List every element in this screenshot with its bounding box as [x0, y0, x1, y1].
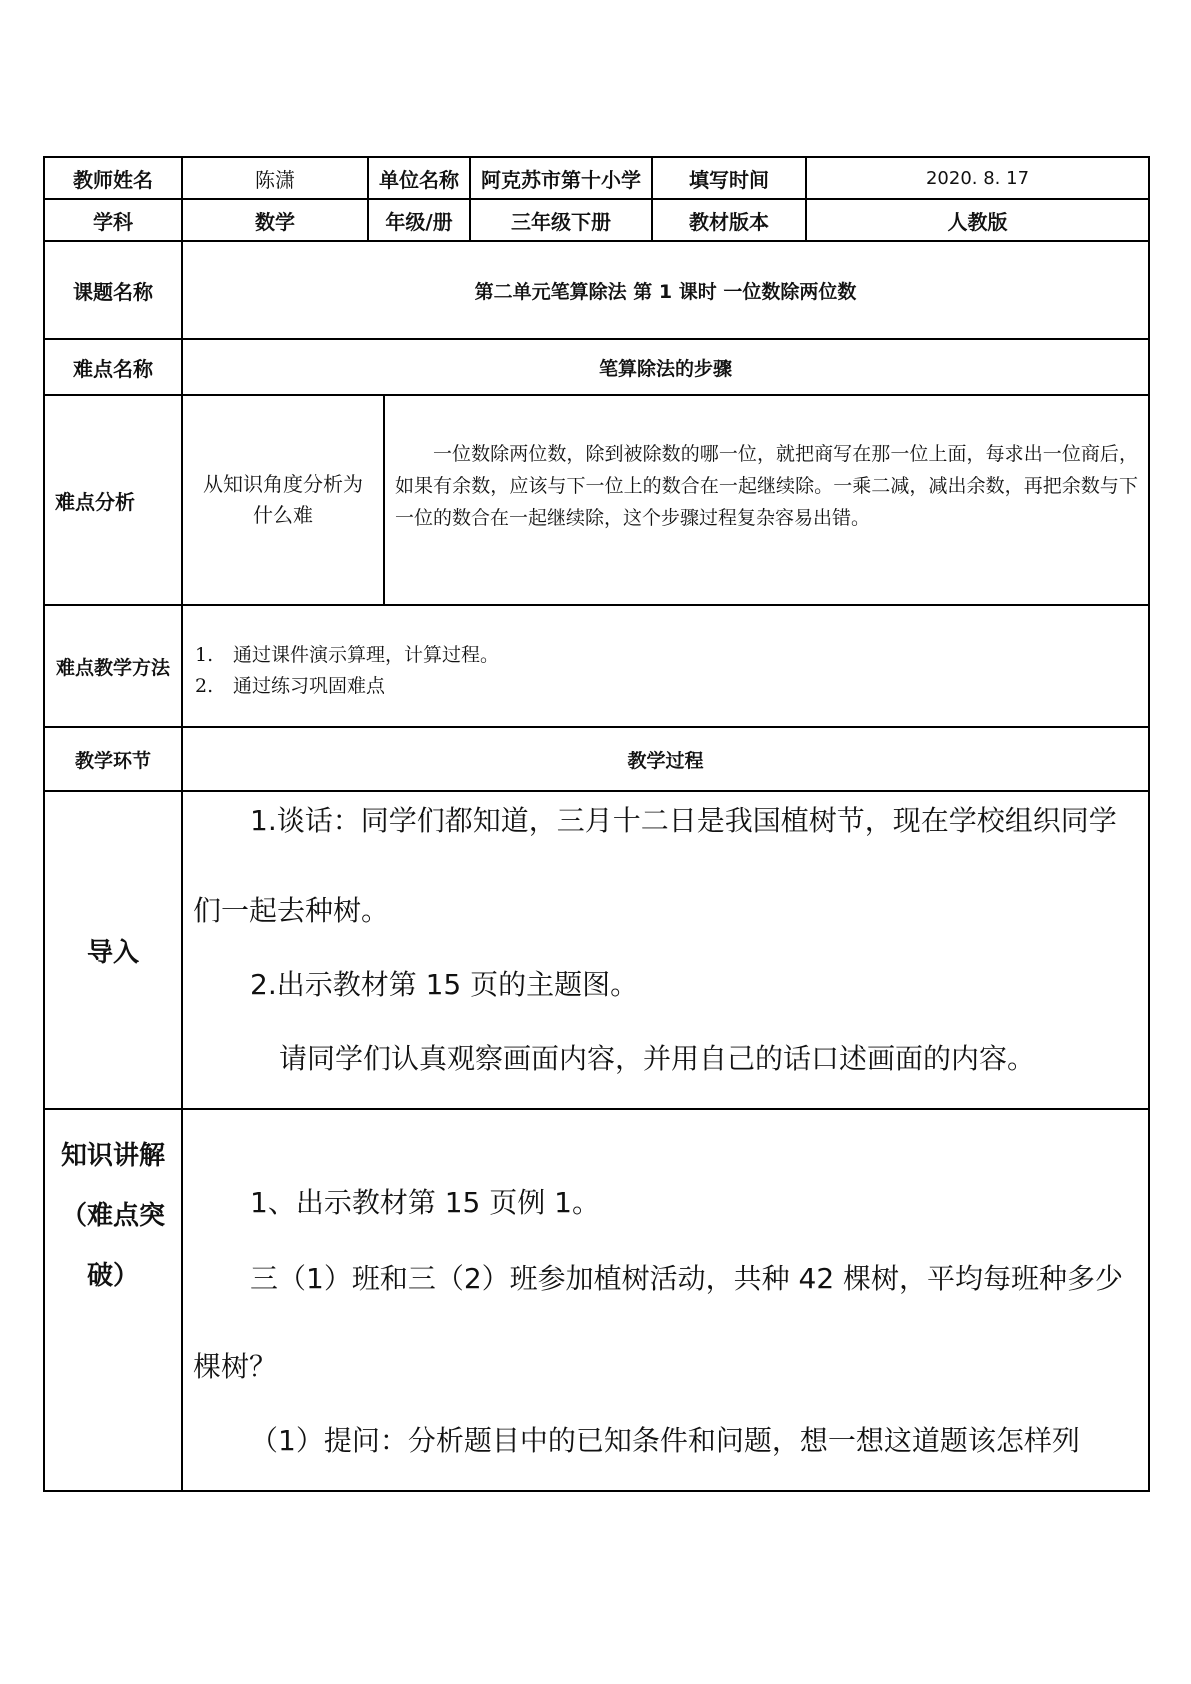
- lesson-plan-sheet: [43, 156, 1148, 1492]
- intro-content: [182, 791, 1149, 1109]
- intro-row: [44, 791, 1149, 1109]
- method-content: [182, 605, 1149, 727]
- topic-row: [44, 241, 1149, 339]
- analysis-content-cell: [182, 395, 1149, 605]
- method-item-1: [195, 640, 1138, 671]
- method-item-2-num: 2.: [195, 675, 214, 697]
- topic-value: 第二单元笔算除法 第 1 课时 一位数除两位数: [182, 241, 1149, 339]
- edition-value: 人教版: [806, 199, 1149, 241]
- subject-value: 数学: [182, 199, 368, 241]
- grade-value: 三年级下册: [470, 199, 652, 241]
- fill-date-value: 2020. 8. 17: [806, 157, 1149, 199]
- edition-label: 教材版本: [652, 199, 806, 241]
- knowledge-content: [182, 1109, 1149, 1491]
- method-list: [183, 606, 1148, 710]
- grade-label: 年级/册: [368, 199, 470, 241]
- lesson-plan-table: [43, 156, 1150, 1492]
- method-label: 难点教学方法: [44, 605, 182, 727]
- knowledge-p3: （1）提问：分析题目中的已知条件和问题，想一想这道题该怎样列: [250, 1424, 1080, 1457]
- process-label: 教学过程: [182, 727, 1149, 791]
- method-item-1-num: 1.: [195, 644, 214, 666]
- difficulty-label: 难点名称: [44, 339, 182, 395]
- method-item-2: [195, 671, 1138, 702]
- teacher-name-value: 陈潇: [182, 157, 368, 199]
- process-step-label: 教学环节: [44, 727, 182, 791]
- intro-p3: 请同学们认真观察画面内容，并用自己的话口述画面的内容。: [279, 1042, 1036, 1075]
- subject-label: 学科: [44, 199, 182, 241]
- header-row-2: [44, 199, 1149, 241]
- unit-name-value: 阿克苏市第十小学: [470, 157, 652, 199]
- method-item-1-text: 通过课件演示算理，计算过程。: [233, 644, 500, 666]
- knowledge-row: [44, 1109, 1149, 1491]
- process-header-row: [44, 727, 1149, 791]
- knowledge-p2: 三（1）班和三（2）班参加植树活动，共种 42 棵树，平均每班种多少: [250, 1262, 1124, 1295]
- analysis-text: 一位数除两位数，除到被除数的哪一位，就把商写在那一位上面，每求出一位商后，如果有余数，应该与下一位上的数合在一起继续除。一乘二减，减出余数，再把余数与下一位的数合在一起继续除，这个步骤过程复杂容易出错。: [395, 443, 1138, 529]
- knowledge-label-line-2: （难点突: [60, 1201, 165, 1231]
- knowledge-label: [44, 1109, 182, 1491]
- intro-p2: 2.出示教材第 15 页的主题图。: [250, 968, 639, 1001]
- intro-p1: 1.谈话：同学们都知道，三月十二日是我国植树节，现在学校组织同学: [250, 804, 1117, 837]
- method-row: [44, 605, 1149, 727]
- topic-label: 课题名称: [44, 241, 182, 339]
- analysis-split: [183, 396, 1148, 604]
- knowledge-label-line-3: 破）: [86, 1261, 139, 1291]
- analysis-sub-label: 从知识角度分析为什么难: [183, 396, 385, 604]
- analysis-text-wrap: [385, 396, 1148, 604]
- intro-label: 导入: [44, 791, 182, 1109]
- knowledge-p1: 1、出示教材第 15 页例 1。: [250, 1186, 600, 1219]
- knowledge-label-line-1: 知识讲解: [60, 1141, 165, 1171]
- difficulty-row: [44, 339, 1149, 395]
- difficulty-value: 笔算除法的步骤: [182, 339, 1149, 395]
- knowledge-p2b: 棵树？: [193, 1350, 278, 1383]
- teacher-name-label: 教师姓名: [44, 157, 182, 199]
- analysis-row: [44, 395, 1149, 605]
- header-row-1: [44, 157, 1149, 199]
- knowledge-body: [183, 1186, 1148, 1458]
- intro-p1b: 们一起去种树。: [193, 894, 390, 927]
- intro-body: [183, 804, 1148, 1076]
- method-item-2-text: 通过练习巩固难点: [233, 675, 386, 697]
- unit-name-label: 单位名称: [368, 157, 470, 199]
- analysis-label: 难点分析: [44, 395, 182, 605]
- fill-date-label: 填写时间: [652, 157, 806, 199]
